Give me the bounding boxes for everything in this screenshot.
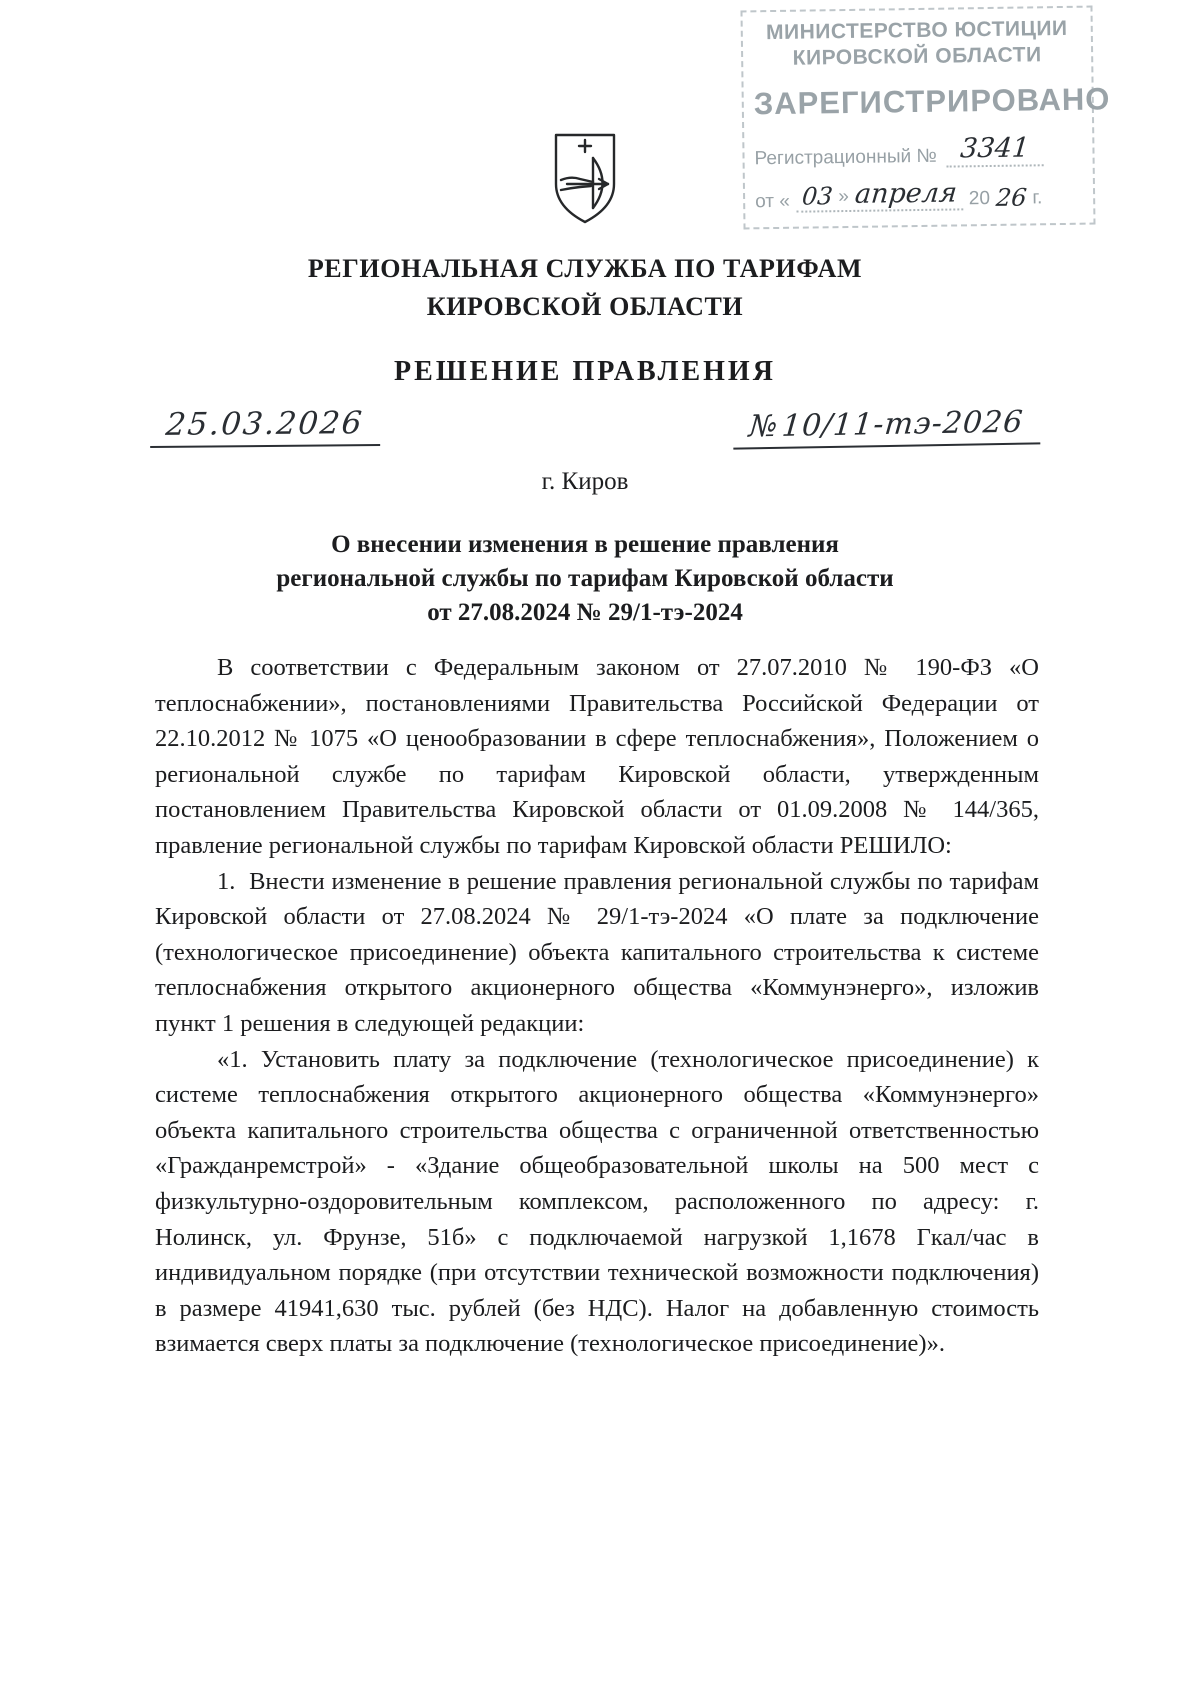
handwritten-document-number: [733, 404, 1040, 449]
subject-heading-line3: от 27.08.2024 № 29/1-тэ-2024: [427, 599, 743, 626]
organization-title: [0, 250, 1170, 326]
handwritten-date-value: 25.03.2026: [164, 405, 366, 443]
subject-heading-line1: О внесении изменения в решение правления: [331, 531, 839, 558]
organization-title-line2: КИРОВСКОЙ ОБЛАСТИ: [426, 292, 744, 321]
document-type-title: РЕШЕНИЕ ПРАВЛЕНИЯ: [394, 356, 776, 387]
city-label: г. Киров: [541, 468, 629, 495]
stamp-date-g: г.: [1032, 187, 1043, 209]
stamp-reg-number-value: 3341: [959, 132, 1031, 165]
stamp-reg-number-line: [947, 134, 1044, 167]
document-body: [155, 650, 1039, 1362]
kirov-coat-of-arms-icon: [549, 130, 621, 228]
document-number-value: 10/11-тэ-2026: [781, 404, 1026, 444]
body-paragraph: В соответствии с Федеральным законом от 27.07.2010 № 190-ФЗ «О теплоснабжении», постановлениями Правительства Российской Федерации от 22.10.2012 № 1075 «О ценообразовании в сфере теплоснабжения», Положением о региональной службе по тарифам Кировской области, утвержденным постановлением Правительства Кировской области от 01.09.2008 № 144/365, правление региональной службы по тарифам Кировской области РЕШИЛО:: [155, 654, 1039, 859]
subject-heading-line2: региональной службы по тарифам Кировской области: [276, 565, 894, 592]
body-paragraph: 1. Внести изменение в решение правления региональной службы по тарифам Кировской области от 27.08.2024 № 29/1-тэ-2024 «О плате за подключение (технологическое присоединение) объекта капитального строительства к системе теплоснабжения открытого акционерного общества «Коммунэнерго», изложив пункт 1 решения в следующей редакции:: [155, 867, 1039, 1037]
stamp-date-fill-line: [796, 179, 963, 212]
document-number-label: №: [747, 408, 781, 445]
stamp-org-line1: МИНИСТЕРСТВО ЮСТИЦИИ: [765, 16, 1068, 45]
stamp-reg-number-label: Регистрационный №: [754, 145, 937, 170]
stamp-registered-label: ЗАРЕГИСТРИРОВАНО: [753, 81, 1111, 122]
organization-title-line1: РЕГИОНАЛЬНАЯ СЛУЖБА ПО ТАРИФАМ: [307, 254, 863, 283]
stamp-date-month: апреля: [853, 177, 959, 210]
stamp-registration-number-row: [754, 134, 1082, 171]
stamp-date-from: от «: [755, 190, 791, 213]
stamp-date-year: 26: [994, 183, 1028, 212]
stamp-org-line2: КИРОВСКОЙ ОБЛАСТИ: [792, 43, 1042, 70]
justice-ministry-stamp: [740, 6, 1111, 230]
date-number-row: [150, 406, 1040, 447]
subject-heading: [0, 528, 1170, 630]
stamp-date-quote-close: »: [838, 185, 850, 208]
stamp-org-name: [753, 16, 1082, 73]
stamp-date-row: [755, 178, 1083, 214]
stamp-date-century: 20: [968, 188, 991, 210]
stamp-date-day: 03: [800, 182, 834, 211]
handwritten-date: [150, 405, 380, 448]
body-paragraph: «1. Установить плату за подключение (технологическое присоединение) к системе теплоснабжения открытого акционерного общества «Коммунэнерго» объекта капитального строительства общества с ограниченной ответственностью «Гражданремстрой» - «Здание общеобразовательной школы на 500 мест с физкультурно-оздоровительным комплексом, расположенного по адресу: г. Нолинск, ул. Фрунзе, 51б» с подключаемой нагрузкой 1,1678 Гкал/час в индивидуальном порядке (при отсутствии технической возможности подключения) в размере 41941,630 тыс. рублей (без НДС). Налог на добавленную стоимость взимается сверх платы за подключение (технологическое присоединение)».: [155, 1045, 1039, 1358]
